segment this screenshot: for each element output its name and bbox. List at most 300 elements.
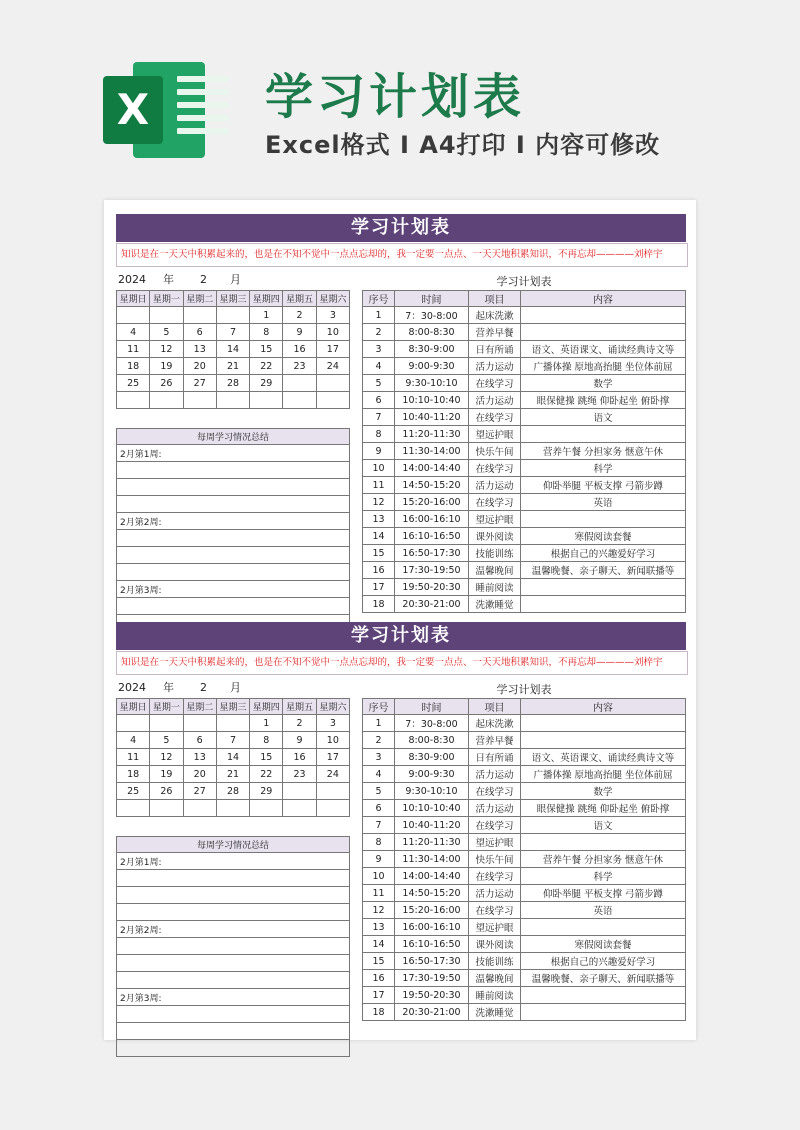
summary-row [117, 1006, 350, 1023]
plan-row [363, 392, 686, 409]
calendar-day-cell[interactable] [150, 715, 183, 732]
summary-cell[interactable] [117, 1023, 350, 1040]
plan-row [363, 511, 686, 528]
calendar-day-cell[interactable] [316, 392, 349, 409]
plan-index-cell[interactable]: 18 [363, 1004, 395, 1021]
calendar-day-cell[interactable]: 20 [183, 358, 216, 375]
plan-time-cell[interactable]: 10:40-11:20 [395, 817, 469, 834]
plan-row [363, 477, 686, 494]
calendar-day-cell[interactable]: 12 [150, 341, 183, 358]
plan-item-cell[interactable]: 在线学习 [469, 409, 521, 426]
summary-cell[interactable]: 2月第1周: [117, 853, 350, 870]
year-label: 年 [163, 273, 174, 286]
plan-row [363, 885, 686, 902]
plan-time-cell[interactable]: 20:30-21:00 [395, 1004, 469, 1021]
summary-cell[interactable] [117, 887, 350, 904]
plan-time-cell[interactable]: 14:50-15:20 [395, 477, 469, 494]
plan-time-cell[interactable]: 19:50-20:30 [395, 579, 469, 596]
plan-row [363, 545, 686, 562]
plan-time-cell[interactable]: 15:20-16:00 [395, 902, 469, 919]
calendar-day-cell[interactable]: 29 [250, 783, 283, 800]
plan-index-cell[interactable]: 3 [363, 341, 395, 358]
plan-time-cell[interactable]: 10:10-10:40 [395, 392, 469, 409]
calendar-day-cell[interactable]: 3 [316, 307, 349, 324]
weekly-summary-table [116, 428, 350, 649]
summary-cell[interactable] [117, 462, 350, 479]
calendar-day-cell[interactable]: 21 [216, 766, 249, 783]
calendar-day-cell[interactable] [250, 800, 283, 817]
plan-time-cell[interactable]: 9:00-9:30 [395, 358, 469, 375]
plan-content-cell[interactable] [521, 596, 686, 613]
calendar-day-cell[interactable]: 6 [183, 732, 216, 749]
plan-item-cell[interactable]: 在线学习 [469, 783, 521, 800]
calendar-day-cell[interactable]: 10 [316, 324, 349, 341]
calendar-day-cell[interactable]: 21 [216, 358, 249, 375]
plan-content-cell[interactable]: 广播体操 原地高抬腿 坐位体前屈 [521, 766, 686, 783]
calendar-day-cell[interactable]: 27 [183, 783, 216, 800]
plan-index-cell[interactable]: 15 [363, 953, 395, 970]
plan-time-cell[interactable]: 17:30-19:50 [395, 970, 469, 987]
plan-row [363, 851, 686, 868]
plan-item-cell[interactable]: 活力运动 [469, 358, 521, 375]
plan-item-cell[interactable]: 课外阅读 [469, 936, 521, 953]
calendar-day-cell[interactable] [250, 392, 283, 409]
plan-index-cell[interactable]: 4 [363, 358, 395, 375]
calendar-day-cell[interactable]: 14 [216, 341, 249, 358]
plan-item-cell[interactable]: 快乐午间 [469, 443, 521, 460]
plan-content-cell[interactable] [521, 919, 686, 936]
summary-cell[interactable] [117, 1006, 350, 1023]
summary-row [117, 938, 350, 955]
plan-item-cell[interactable]: 日有所诵 [469, 341, 521, 358]
plan-index-cell[interactable]: 12 [363, 494, 395, 511]
plan-time-cell[interactable]: 16:50-17:30 [395, 953, 469, 970]
plan-item-cell[interactable]: 温馨晚间 [469, 970, 521, 987]
plan-row [363, 732, 686, 749]
page-subtitle: Excel格式 I A4打印 I 内容可修改 [265, 131, 661, 159]
plan-index-cell[interactable]: 17 [363, 987, 395, 1004]
calendar-day-cell[interactable] [150, 800, 183, 817]
summary-cell[interactable] [117, 972, 350, 989]
plan-content-cell[interactable]: 仰卧举腿 平板支撑 弓箭步蹲 [521, 885, 686, 902]
plan-row [363, 1004, 686, 1021]
calendar-day-cell[interactable]: 20 [183, 766, 216, 783]
plan-row [363, 936, 686, 953]
plan-content-cell[interactable]: 营养午餐 分担家务 惬意午休 [521, 851, 686, 868]
plan-index-cell[interactable]: 12 [363, 902, 395, 919]
plan-index-cell[interactable]: 5 [363, 375, 395, 392]
calendar-day-cell[interactable]: 18 [117, 358, 150, 375]
plan-table-title: 学习计划表 [496, 683, 552, 696]
plan-item-cell[interactable]: 活力运动 [469, 885, 521, 902]
plan-time-cell[interactable]: 17:30-19:50 [395, 562, 469, 579]
plan-item-cell[interactable]: 在线学习 [469, 460, 521, 477]
summary-cell[interactable] [117, 479, 350, 496]
plan-time-cell[interactable]: 8:30-9:00 [395, 749, 469, 766]
calendar-day-cell[interactable]: 18 [117, 766, 150, 783]
plan-time-cell[interactable]: 16:10-16:50 [395, 936, 469, 953]
summary-cell[interactable]: 2月第3周: [117, 989, 350, 1006]
calendar-day-cell[interactable] [150, 307, 183, 324]
plan-content-cell[interactable] [521, 987, 686, 1004]
calendar-week-row [117, 392, 350, 409]
calendar-day-cell[interactable]: 22 [250, 766, 283, 783]
calendar-day-cell[interactable]: 27 [183, 375, 216, 392]
plan-content-cell[interactable] [521, 732, 686, 749]
plan-item-cell[interactable]: 在线学习 [469, 494, 521, 511]
plan-index-cell[interactable]: 11 [363, 477, 395, 494]
calendar-day-cell[interactable]: 24 [316, 358, 349, 375]
plan-time-cell[interactable]: 14:00-14:40 [395, 460, 469, 477]
calendar-day-cell[interactable]: 16 [283, 341, 316, 358]
motto-text: 知识是在一天天中积累起来的，也是在不知不觉中一点点忘却的，我一定要一点点、一天天地积累知识，不再忘却————刘梓宇 [116, 651, 688, 675]
plan-index-cell[interactable]: 5 [363, 783, 395, 800]
plan-index-cell[interactable]: 7 [363, 817, 395, 834]
calendar-day-cell[interactable]: 19 [150, 766, 183, 783]
summary-cell[interactable] [117, 1040, 350, 1057]
plan-item-cell[interactable]: 洗漱睡觉 [469, 596, 521, 613]
calendar-header-cell: 星期四 [250, 291, 283, 307]
calendar-day-cell[interactable]: 11 [117, 341, 150, 358]
calendar-day-cell[interactable] [117, 715, 150, 732]
plan-content-cell[interactable]: 语文、英语课文、诵读经典诗文等 [521, 341, 686, 358]
plan-time-cell[interactable]: 15:20-16:00 [395, 494, 469, 511]
plan-index-cell[interactable]: 14 [363, 528, 395, 545]
plan-index-cell[interactable]: 11 [363, 885, 395, 902]
plan-item-cell[interactable]: 望远护眼 [469, 426, 521, 443]
calendar-day-cell[interactable]: 25 [117, 375, 150, 392]
plan-item-cell[interactable]: 起床洗漱 [469, 307, 521, 324]
plan-index-cell[interactable]: 9 [363, 443, 395, 460]
calendar-day-cell[interactable]: 11 [117, 749, 150, 766]
plan-time-cell[interactable]: 8:00-8:30 [395, 324, 469, 341]
calendar-day-cell[interactable]: 17 [316, 749, 349, 766]
calendar-header-cell: 星期三 [216, 699, 249, 715]
calendar-day-cell[interactable] [283, 375, 316, 392]
calendar-day-cell[interactable]: 10 [316, 732, 349, 749]
plan-index-cell[interactable]: 16 [363, 970, 395, 987]
plan-content-cell[interactable] [521, 579, 686, 596]
plan-index-cell[interactable]: 17 [363, 579, 395, 596]
calendar-day-cell[interactable] [216, 715, 249, 732]
plan-index-cell[interactable]: 9 [363, 851, 395, 868]
calendar-day-cell[interactable] [117, 307, 150, 324]
calendar-header-cell: 星期六 [316, 291, 349, 307]
plan-content-cell[interactable]: 温馨晚餐、亲子聊天、新闻联播等 [521, 562, 686, 579]
plan-index-cell[interactable]: 2 [363, 324, 395, 341]
summary-row [117, 921, 350, 938]
plan-item-cell[interactable]: 日有所诵 [469, 749, 521, 766]
calendar-day-cell[interactable]: 24 [316, 766, 349, 783]
calendar-day-cell[interactable]: 26 [150, 375, 183, 392]
plan-item-cell[interactable]: 起床洗漱 [469, 715, 521, 732]
calendar-day-cell[interactable]: 29 [250, 375, 283, 392]
calendar-day-cell[interactable]: 8 [250, 324, 283, 341]
calendar-day-cell[interactable] [150, 392, 183, 409]
calendar-day-cell[interactable]: 19 [150, 358, 183, 375]
plan-row [363, 970, 686, 987]
summary-cell[interactable] [117, 938, 350, 955]
plan-item-cell[interactable]: 课外阅读 [469, 528, 521, 545]
plan-time-cell[interactable]: 19:50-20:30 [395, 987, 469, 1004]
calendar-day-cell[interactable]: 1 [250, 307, 283, 324]
plan-content-cell[interactable]: 眼保健操 跳绳 仰卧起坐 俯卧撑 [521, 392, 686, 409]
plan-content-cell[interactable] [521, 426, 686, 443]
plan-index-cell[interactable]: 13 [363, 919, 395, 936]
plan-index-cell[interactable]: 13 [363, 511, 395, 528]
calendar-day-cell[interactable]: 14 [216, 749, 249, 766]
plan-content-cell[interactable] [521, 834, 686, 851]
calendar-day-cell[interactable] [283, 800, 316, 817]
plan-content-cell[interactable]: 根据自己的兴趣爱好学习 [521, 953, 686, 970]
calendar-day-cell[interactable]: 2 [283, 307, 316, 324]
calendar-day-cell[interactable]: 25 [117, 783, 150, 800]
calendar-day-cell[interactable] [316, 783, 349, 800]
plan-time-cell[interactable]: 7：30-8:00 [395, 307, 469, 324]
summary-cell[interactable] [117, 564, 350, 581]
plan-content-cell[interactable]: 仰卧举腿 平板支撑 弓箭步蹲 [521, 477, 686, 494]
calendar-day-cell[interactable]: 12 [150, 749, 183, 766]
calendar-week-row [117, 307, 350, 324]
summary-title: 每周学习情况总结 [117, 429, 350, 445]
plan-content-cell[interactable]: 寒假阅读套餐 [521, 936, 686, 953]
calendar-day-cell[interactable]: 1 [250, 715, 283, 732]
calendar-day-cell[interactable]: 26 [150, 783, 183, 800]
plan-time-cell[interactable]: 9:00-9:30 [395, 766, 469, 783]
calendar-day-cell[interactable]: 2 [283, 715, 316, 732]
plan-content-cell[interactable]: 广播体操 原地高抬腿 坐位体前屈 [521, 358, 686, 375]
calendar-day-cell[interactable] [117, 392, 150, 409]
plan-item-cell[interactable]: 洗漱睡觉 [469, 1004, 521, 1021]
calendar-day-cell[interactable]: 15 [250, 749, 283, 766]
plan-content-cell[interactable]: 根据自己的兴趣爱好学习 [521, 545, 686, 562]
calendar-day-cell[interactable]: 3 [316, 715, 349, 732]
calendar-day-cell[interactable] [216, 307, 249, 324]
plan-index-cell[interactable]: 10 [363, 460, 395, 477]
calendar-day-cell[interactable]: 7 [216, 324, 249, 341]
calendar-day-cell[interactable] [183, 715, 216, 732]
plan-item-cell[interactable]: 望远护眼 [469, 834, 521, 851]
plan-index-cell[interactable]: 10 [363, 868, 395, 885]
plan-item-cell[interactable]: 活力运动 [469, 766, 521, 783]
plan-item-cell[interactable]: 营养早餐 [469, 732, 521, 749]
plan-time-cell[interactable]: 16:10-16:50 [395, 528, 469, 545]
calendar-day-cell[interactable] [183, 307, 216, 324]
calendar-day-cell[interactable]: 5 [150, 732, 183, 749]
plan-content-cell[interactable]: 数学 [521, 783, 686, 800]
plan-content-cell[interactable]: 数学 [521, 375, 686, 392]
plan-index-cell[interactable]: 8 [363, 834, 395, 851]
plan-content-cell[interactable]: 寒假阅读套餐 [521, 528, 686, 545]
calendar-day-cell[interactable]: 9 [283, 732, 316, 749]
summary-row [117, 989, 350, 1006]
calendar-day-cell[interactable]: 8 [250, 732, 283, 749]
plan-content-cell[interactable]: 科学 [521, 460, 686, 477]
plan-index-cell[interactable]: 15 [363, 545, 395, 562]
plan-time-cell[interactable]: 11:20-11:30 [395, 834, 469, 851]
calendar-day-cell[interactable] [216, 800, 249, 817]
plan-time-cell[interactable]: 11:20-11:30 [395, 426, 469, 443]
calendar-day-cell[interactable]: 22 [250, 358, 283, 375]
plan-index-cell[interactable]: 1 [363, 715, 395, 732]
plan-item-cell[interactable]: 营养早餐 [469, 324, 521, 341]
calendar-day-cell[interactable] [316, 800, 349, 817]
calendar-day-cell[interactable]: 28 [216, 375, 249, 392]
plan-time-cell[interactable]: 16:00-16:10 [395, 919, 469, 936]
calendar-header-cell: 星期四 [250, 699, 283, 715]
plan-table-title: 学习计划表 [496, 275, 552, 288]
calendar-day-cell[interactable] [117, 800, 150, 817]
plan-item-cell[interactable]: 在线学习 [469, 868, 521, 885]
plan-content-cell[interactable] [521, 307, 686, 324]
plan-item-cell[interactable]: 睡前阅读 [469, 987, 521, 1004]
summary-cell[interactable] [117, 598, 350, 615]
plan-index-cell[interactable]: 6 [363, 800, 395, 817]
summary-cell[interactable]: 2月第3周: [117, 581, 350, 598]
plan-row [363, 783, 686, 800]
plan-item-cell[interactable]: 在线学习 [469, 375, 521, 392]
summary-cell[interactable] [117, 904, 350, 921]
summary-row [117, 598, 350, 615]
summary-cell[interactable] [117, 955, 350, 972]
plan-block-2 [104, 622, 696, 1032]
calendar-header-cell: 星期日 [117, 291, 150, 307]
plan-index-cell[interactable]: 3 [363, 749, 395, 766]
plan-time-cell[interactable]: 10:40-11:20 [395, 409, 469, 426]
plan-index-cell[interactable]: 8 [363, 426, 395, 443]
calendar-day-cell[interactable] [283, 392, 316, 409]
plan-time-cell[interactable]: 9:30-10:10 [395, 375, 469, 392]
plan-item-cell[interactable]: 温馨晚间 [469, 562, 521, 579]
plan-row [363, 749, 686, 766]
summary-cell[interactable] [117, 530, 350, 547]
summary-cell[interactable]: 2月第2周: [117, 921, 350, 938]
plan-content-cell[interactable] [521, 511, 686, 528]
plan-content-cell[interactable]: 语文 [521, 409, 686, 426]
calendar-day-cell[interactable]: 28 [216, 783, 249, 800]
calendar-week-row [117, 732, 350, 749]
plan-index-cell[interactable]: 14 [363, 936, 395, 953]
plan-item-cell[interactable]: 活力运动 [469, 800, 521, 817]
plan-index-cell[interactable]: 4 [363, 766, 395, 783]
plan-item-cell[interactable]: 快乐午间 [469, 851, 521, 868]
calendar-day-cell[interactable]: 5 [150, 324, 183, 341]
plan-time-cell[interactable]: 8:00-8:30 [395, 732, 469, 749]
plan-content-cell[interactable]: 语文、英语课文、诵读经典诗文等 [521, 749, 686, 766]
plan-content-cell[interactable]: 科学 [521, 868, 686, 885]
calendar-week-row [117, 341, 350, 358]
plan-time-cell[interactable]: 10:10-10:40 [395, 800, 469, 817]
calendar-day-cell[interactable] [316, 375, 349, 392]
calendar-week-row [117, 800, 350, 817]
plan-index-cell[interactable]: 16 [363, 562, 395, 579]
plan-index-cell[interactable]: 6 [363, 392, 395, 409]
month-value: 2 [200, 681, 207, 694]
plan-index-cell[interactable]: 18 [363, 596, 395, 613]
plan-header-cell: 序号 [363, 699, 395, 715]
calendar-week-row [117, 783, 350, 800]
plan-header-cell: 项目 [469, 699, 521, 715]
plan-item-cell[interactable]: 睡前阅读 [469, 579, 521, 596]
summary-row [117, 972, 350, 989]
plan-time-cell[interactable]: 7：30-8:00 [395, 715, 469, 732]
plan-content-cell[interactable]: 语文 [521, 817, 686, 834]
calendar-day-cell[interactable] [283, 783, 316, 800]
plan-row [363, 409, 686, 426]
plan-row [363, 902, 686, 919]
calendar-day-cell[interactable]: 9 [283, 324, 316, 341]
plan-content-cell[interactable]: 英语 [521, 902, 686, 919]
calendar-day-cell[interactable]: 7 [216, 732, 249, 749]
plan-item-cell[interactable]: 在线学习 [469, 817, 521, 834]
plan-content-cell[interactable]: 温馨晚餐、亲子聊天、新闻联播等 [521, 970, 686, 987]
plan-content-cell[interactable]: 眼保健操 跳绳 仰卧起坐 俯卧撑 [521, 800, 686, 817]
calendar-day-cell[interactable]: 4 [117, 324, 150, 341]
summary-cell[interactable]: 2月第2周: [117, 513, 350, 530]
plan-time-cell[interactable]: 20:30-21:00 [395, 596, 469, 613]
plan-row [363, 426, 686, 443]
calendar-day-cell[interactable]: 17 [316, 341, 349, 358]
spreadsheet-preview [104, 200, 696, 1040]
plan-content-cell[interactable] [521, 715, 686, 732]
plan-time-cell[interactable]: 8:30-9:00 [395, 341, 469, 358]
plan-item-cell[interactable]: 技能训练 [469, 545, 521, 562]
plan-content-cell[interactable]: 英语 [521, 494, 686, 511]
summary-cell[interactable] [117, 496, 350, 513]
calendar-day-cell[interactable]: 13 [183, 749, 216, 766]
plan-item-cell[interactable]: 活力运动 [469, 477, 521, 494]
calendar-day-cell[interactable]: 13 [183, 341, 216, 358]
calendar-day-cell[interactable] [183, 392, 216, 409]
plan-row [363, 528, 686, 545]
plan-index-cell[interactable]: 7 [363, 409, 395, 426]
calendar-day-cell[interactable] [216, 392, 249, 409]
plan-content-cell[interactable]: 营养午餐 分担家务 惬意午休 [521, 443, 686, 460]
plan-time-cell[interactable]: 11:30-14:00 [395, 443, 469, 460]
plan-time-cell[interactable]: 14:50-15:20 [395, 885, 469, 902]
plan-item-cell[interactable]: 望远护眼 [469, 511, 521, 528]
calendar-day-cell[interactable]: 4 [117, 732, 150, 749]
summary-cell[interactable] [117, 870, 350, 887]
calendar-day-cell[interactable]: 23 [283, 358, 316, 375]
calendar-day-cell[interactable]: 15 [250, 341, 283, 358]
plan-item-cell[interactable]: 望远护眼 [469, 919, 521, 936]
calendar-day-cell[interactable]: 6 [183, 324, 216, 341]
plan-time-cell[interactable]: 14:00-14:40 [395, 868, 469, 885]
plan-content-cell[interactable] [521, 324, 686, 341]
plan-time-cell[interactable]: 16:50-17:30 [395, 545, 469, 562]
plan-header-cell: 项目 [469, 291, 521, 307]
plan-index-cell[interactable]: 1 [363, 307, 395, 324]
plan-time-cell[interactable]: 9:30-10:10 [395, 783, 469, 800]
plan-item-cell[interactable]: 技能训练 [469, 953, 521, 970]
summary-cell[interactable] [117, 547, 350, 564]
plan-time-cell[interactable]: 16:00-16:10 [395, 511, 469, 528]
summary-row [117, 547, 350, 564]
summary-cell[interactable]: 2月第1周: [117, 445, 350, 462]
calendar-week-row [117, 358, 350, 375]
plan-index-cell[interactable]: 2 [363, 732, 395, 749]
plan-time-cell[interactable]: 11:30-14:00 [395, 851, 469, 868]
calendar-day-cell[interactable]: 16 [283, 749, 316, 766]
plan-row [363, 443, 686, 460]
calendar-day-cell[interactable]: 23 [283, 766, 316, 783]
plan-content-cell[interactable] [521, 1004, 686, 1021]
plan-item-cell[interactable]: 活力运动 [469, 392, 521, 409]
plan-item-cell[interactable]: 在线学习 [469, 902, 521, 919]
calendar-header-cell: 星期五 [283, 699, 316, 715]
calendar-day-cell[interactable] [183, 800, 216, 817]
